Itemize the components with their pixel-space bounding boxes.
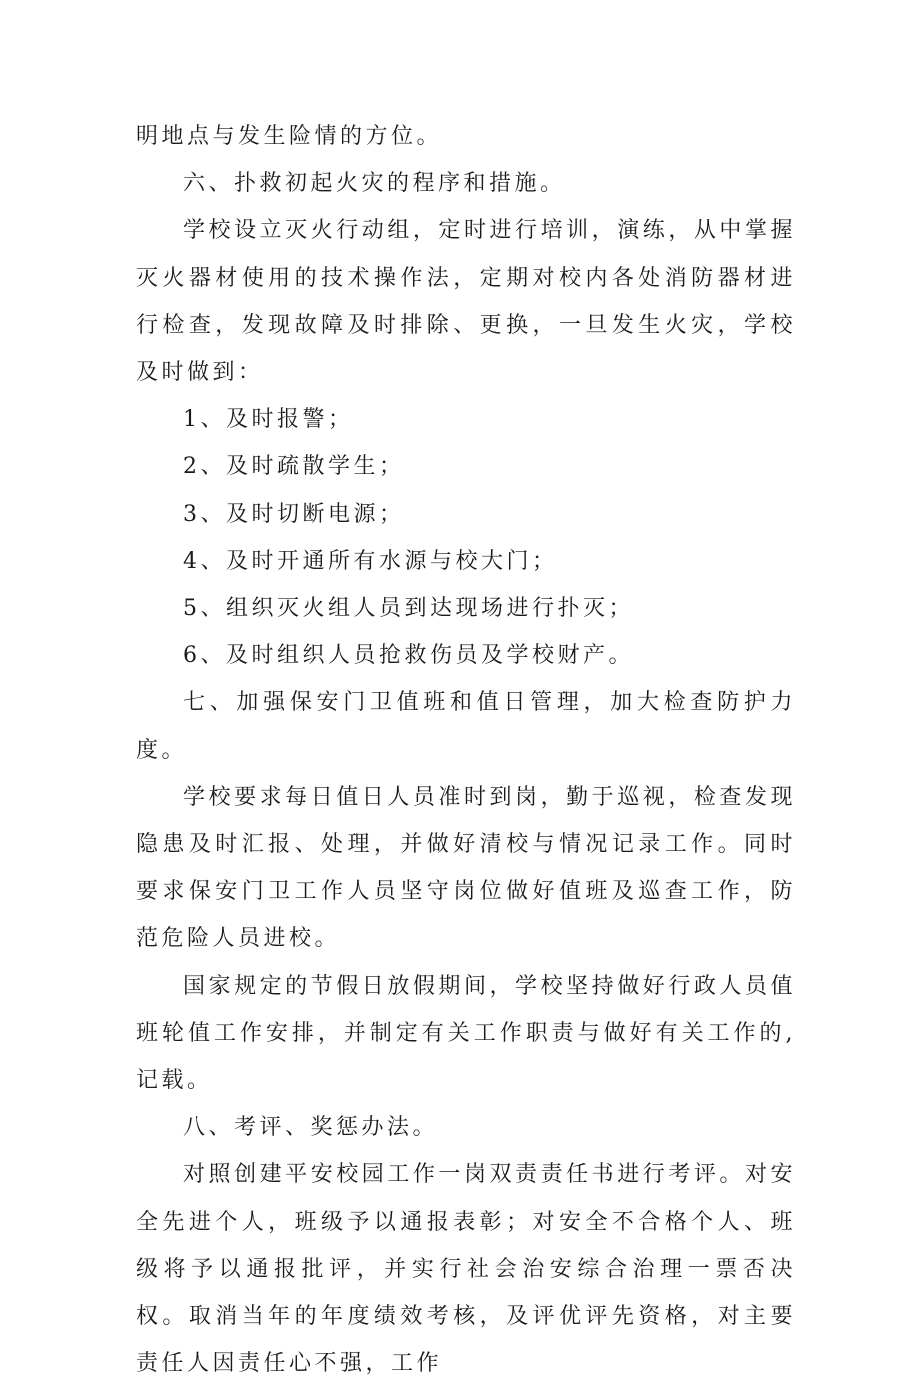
paragraph-continuation: 明地点与发生险情的方位。	[136, 124, 443, 149]
list-item-2: 2、及时疏散学生；	[183, 454, 405, 480]
section-heading-8: 八、考评、奖惩办法。	[183, 1115, 439, 1141]
list-item-3: 3、及时切断电源；	[183, 501, 405, 527]
paragraph-fire-team: 学校设立灭火行动组，定时进行培训，演练，从中掌握灭火器材使用的技术操作法，定期对校内各处消防器材进行检查，发现故障及时排除、更换，一旦发生火灾，学校及时做到：	[136, 218, 796, 386]
paragraph-holiday-duty: 国家规定的节假日放假期间，学校坚持做好行政人员值班轮值工作安排，并制定有关工作职责与做好有关工作的,记载。	[136, 973, 796, 1094]
section-heading-7: 七、加强保安门卫值班和值日管理，加大检查防护力度。	[136, 690, 796, 763]
list-item-5: 5、组织灭火组人员到达现场进行扑灭；	[183, 596, 634, 622]
list-item-4: 4、及时开通所有水源与校大门；	[183, 548, 558, 574]
section-heading-6: 六、扑救初起火灾的程序和措施。	[183, 171, 566, 197]
list-item-1: 1、及时报警；	[183, 407, 354, 433]
list-item-6: 6、及时组织人员抢救伤员及学校财产。	[183, 643, 634, 669]
document-body	[136, 113, 796, 1387]
paragraph-evaluation: 对照创建平安校园工作一岗双责责任书进行考评。对安全先进个人，班级予以通报表彰；对安全不合格个人、班级将予以通报批评，并实行社会治安综合治理一票否决权。取消当年的年度绩效考核，及评优评先资格，对主要责任人因责任心不强，工作	[136, 1162, 796, 1377]
paragraph-duty-requirements: 学校要求每日值日人员准时到岗，勤于巡视，检查发现隐患及时汇报、处理，并做好清校与情况记录工作。同时要求保安门卫工作人员坚守岗位做好值班及巡查工作，防范危险人员进校。	[136, 784, 796, 952]
